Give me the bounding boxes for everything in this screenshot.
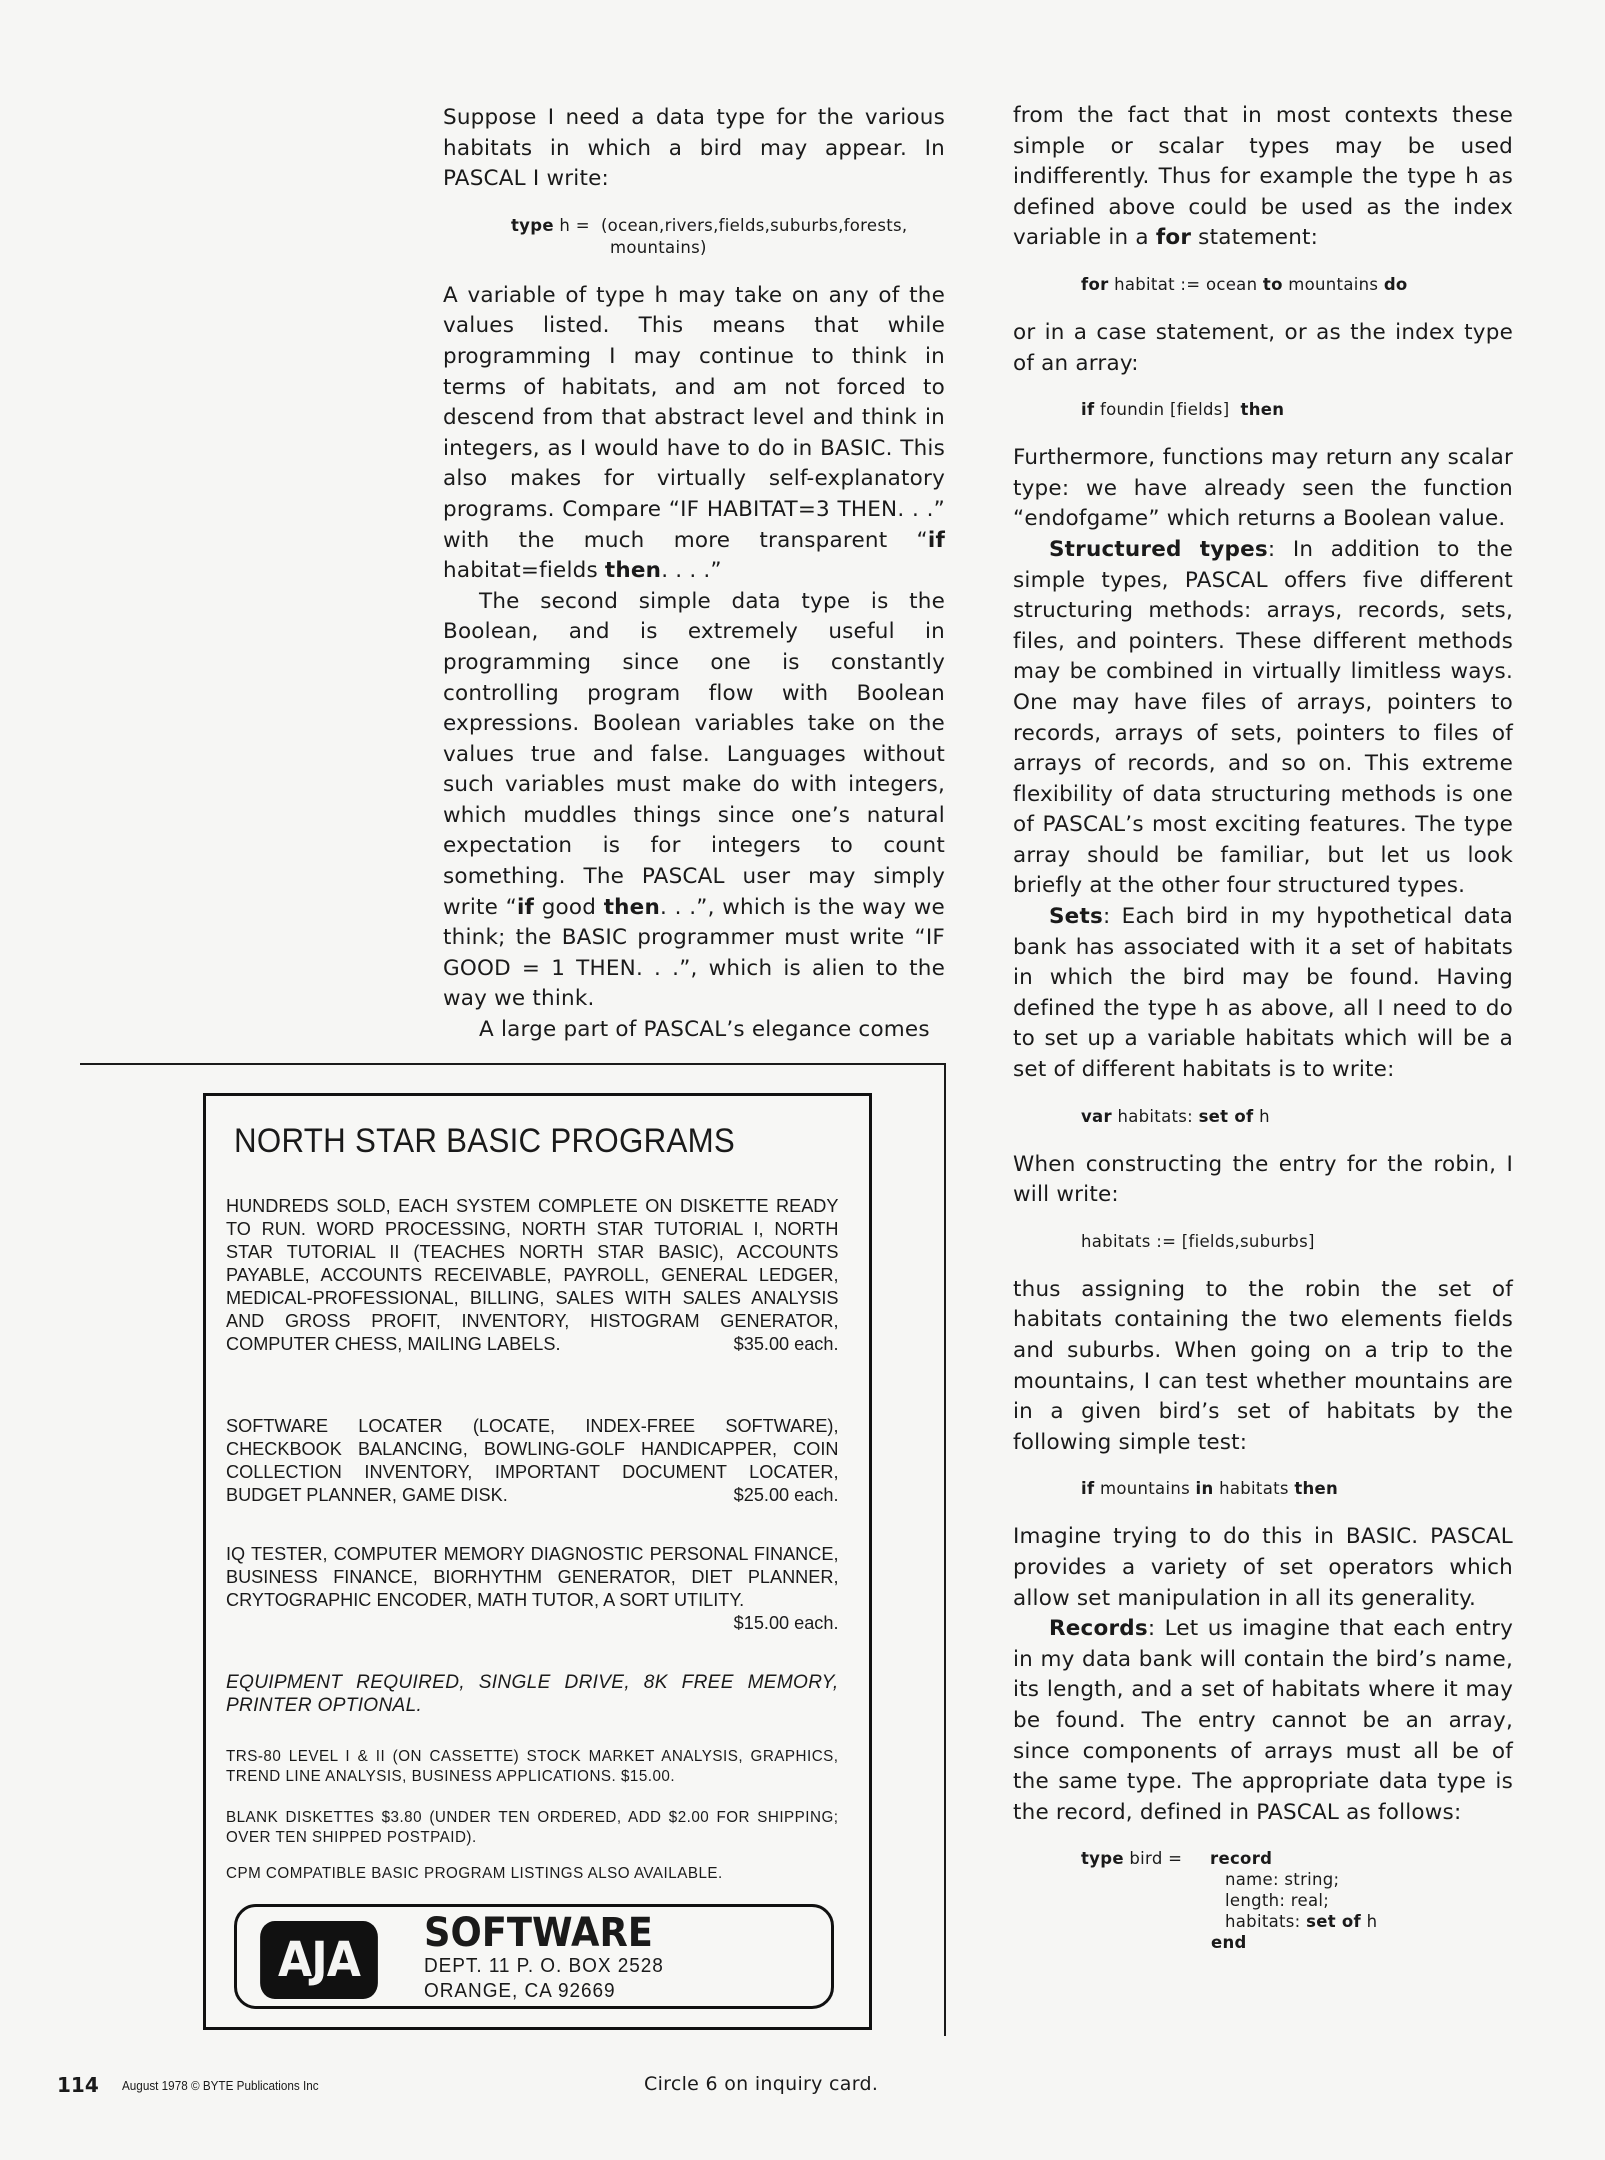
ad-title: NORTH STAR BASIC PROGRAMS [234,1122,736,1160]
right-article-column [1013,101,1513,1975]
address-line-1: DEPT. 11 P. O. BOX 2528 [424,1955,664,1977]
left-article-column [443,103,945,1046]
paragraph-sets: Sets: Each bird in my hypothetical data bank has associated with it a set of habitats in which the bird may be found. Having defined the type h as above, all I need to do to set up a variable habitats which will be a set of different habitats is to write: [1013,904,1513,1083]
paragraph: A variable of type h may take on any of the values listed. This means that while programming I may continue to think in terms of habitats, and am not forced to descend from that abstract level and think in integers, as I would have to do in BASIC. This also makes for virtually self-explanatory programs. Compare “IF HABITAT=3 THEN. . .” with the much more transparent “if habitat=fields then. . . .” [443,282,945,584]
ad-trs80: TRS-80 LEVEL I & II (ON CASSETTE) STOCK MARKET ANALYSIS, GRAPHICS, TREND LINE ANALYSIS, BUSINESS APPLICATIONS. $15.00. [226,1748,839,1785]
paragraph: Imagine trying to do this in BASIC. PASCAL provides a variety of set operators which allow set manipulation in all its generality. [1013,1524,1513,1611]
code-if-foundin: if foundin [fields] then [1081,400,1285,420]
paragraph: or in a case statement, or as the index type of an array: [1013,319,1513,376]
code-var-habitats: var habitats: set of h [1081,1106,1270,1126]
price: $25.00 each. [733,1484,839,1505]
ad-product-group-1: HUNDREDS SOLD, EACH SYSTEM COMPLETE ON DISKETTE READY TO RUN. WORD PROCESSING, NORTH STAR TUTORIAL I, NORTH STAR TUTORIAL II (TEACHES NORTH STAR BASIC), ACCOUNTS PAYABLE, ACCOUNTS RECEIVABLE, PAYROLL, GENERAL LEDGER, MEDICAL-PROFESSIONAL, BILLING, SALES WITH SALES ANALYSIS AND GROSS PROFIT, INVENTORY, HISTOGRAM GENERATOR, COMPUTER CHESS, MAILING LABELS. $35.00 each. [226,1195,839,1354]
paragraph: Furthermore, functions may return any scalar type: we have already seen the function “endofgame” which returns a Boolean value. [1013,445,1513,532]
paragraph-structured-types: Structured types: In addition to the simple types, PASCAL offers five different structuring methods: arrays, records, sets, files, and pointers. These different methods may be combined in virtually limitless ways. One may have files of arrays, pointers to records, arrays of sets, pointers to files of arrays of records, and so on. This extreme flexibility of data structuring methods is one of PASCAL’s most exciting features. The type array should be familiar, but let us look briefly at the other four structured types. [1013,536,1514,899]
code-for-loop: for habitat := ocean to mountains do [1081,274,1408,294]
page-footer [0,2070,1605,2110]
vertical-divider [944,1063,946,2036]
price: $15.00 each. [733,1612,839,1633]
ad-equipment-note: EQUIPMENT REQUIRED, SINGLE DRIVE, 8K FREE MEMORY, PRINTER OPTIONAL. [226,1671,839,1716]
paragraph: Suppose I need a data type for the various habitats in which a bird may appear. In PASCAL I write: [443,105,945,192]
company-logo-banner [234,1904,834,2009]
paragraph: The second simple data type is the Boolean, and is extremely useful in programming since one is constantly controlling program flow with Boolean expressions. Boolean variables take on the values true and false. Languages without such variables must make do with integers, which muddles things since one’s natural expectation is for integers to count something. The PASCAL user may simply write “if good then. . .”, which is the way we think; the BASIC programmer must write “IF GOOD = 1 THEN. . .”, which is alien to the way we think. [443,588,945,1012]
ad-product-group-3: IQ TESTER, COMPUTER MEMORY DIAGNOSTIC PERSONAL FINANCE, BUSINESS FINANCE, BIORHYTHM GENERATOR, DIET PLANNER, CRYTOGRAPHIC ENCODER, MATH TUTOR, A SORT UTILITY. $15.00 each. [226,1543,839,1633]
code-assign-habitats: habitats := [fields,suburbs] [1081,1231,1315,1251]
paragraph: from the fact that in most contexts these simple or scalar types may be used indifferently. Thus for example the type h as defined above could be used as the index variable in a for statement: [1013,103,1513,251]
paragraph: thus assigning to the robin the set of habitats containing the two elements fields and suburbs. When going on a trip to the mountains, I can test whether mountains are in a given bird’s set of habitats by the following simple test: [1013,1276,1513,1455]
ad-diskettes: BLANK DISKETTES $3.80 (UNDER TEN ORDERED, ADD $2.00 FOR SHIPPING; OVER TEN SHIPPED POSTPAID). [226,1809,839,1846]
code-type-h: type h = (ocean,rivers,fields,suburbs,forests, mountains) [511,215,908,257]
address-line-2: ORANGE, CA 92669 [424,1980,616,2002]
paragraph: When constructing the entry for the robin, I will write: [1013,1151,1513,1208]
code-record-type: type bird = record name: string; length: real; habitats: set of h end [1081,1849,1378,1953]
section-heading: Records [1049,1616,1148,1642]
copyright-line: August 1978 © BYTE Publications Inc [122,2078,319,2093]
page-number: 114 [57,2073,99,2097]
ad-product-group-2: SOFTWARE LOCATER (LOCATE, INDEX-FREE SOFTWARE), CHECKBOOK BALANCING, BOWLING-GOLF HANDICAPPER, COIN COLLECTION INVENTORY, IMPORTANT DOCUMENT LOCATER, BUDGET PLANNER, GAME DISK. $25.00 each. [226,1415,839,1505]
aja-logo-icon: AJA [260,1921,378,1999]
paragraph-records: Records: Let us imagine that each entry in my data bank will contain the bird’s name, its length, and a set of habitats where it may be found. The entry cannot be an array, since components of arrays must all be of the same type. The appropriate data type is the record, defined in PASCAL as follows: [1013,1616,1513,1825]
code-if-mountains: if mountains in habitats then [1081,1479,1339,1499]
horizontal-divider [80,1063,946,1065]
inquiry-note: Circle 6 on inquiry card. [644,2073,879,2095]
price: $35.00 each. [733,1333,839,1354]
company-name: SOFTWARE [424,1910,653,1956]
paragraph: A large part of PASCAL’s elegance comes [479,1017,930,1043]
section-heading: Sets [1049,904,1103,930]
ad-cpm: CPM COMPATIBLE BASIC PROGRAM LISTINGS ALSO AVAILABLE. [226,1865,723,1882]
section-heading: Structured types [1049,536,1268,562]
advertisement-box [203,1093,872,2030]
